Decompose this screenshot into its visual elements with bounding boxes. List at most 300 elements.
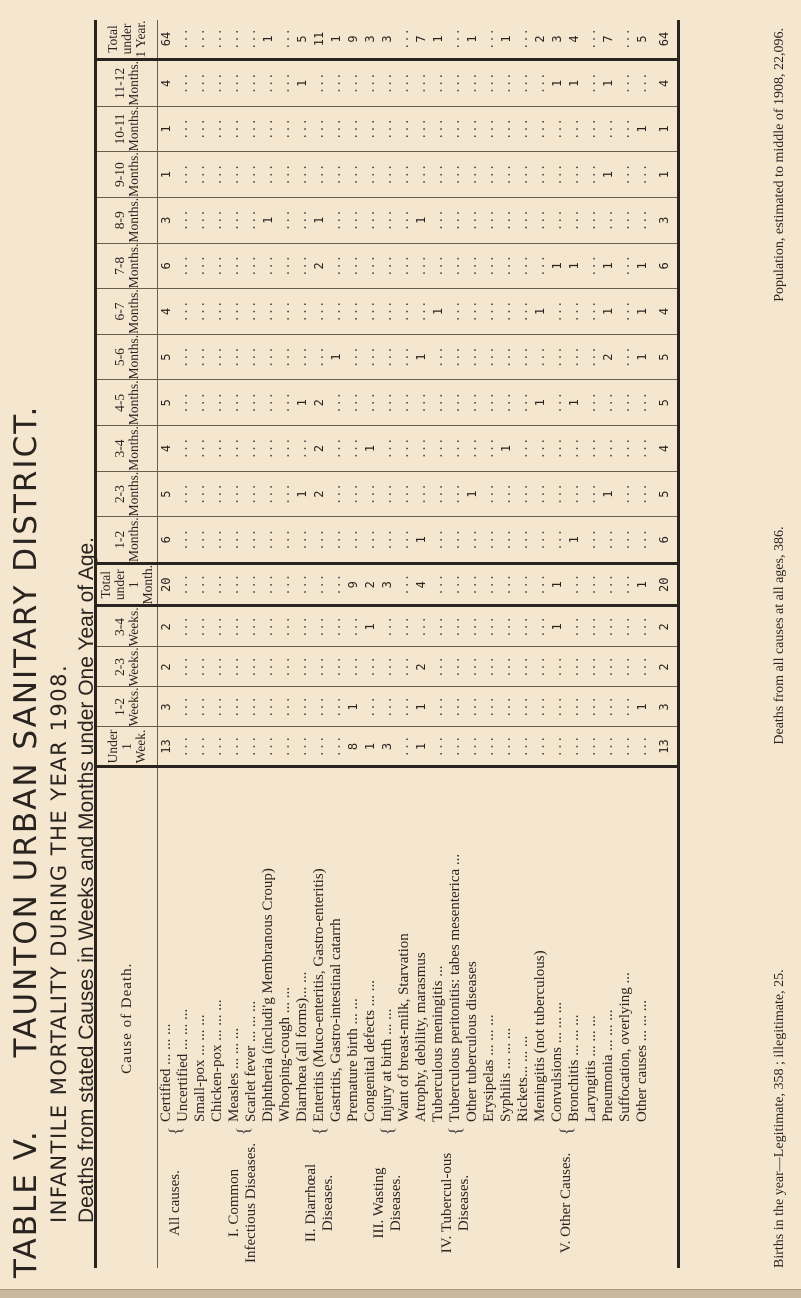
cell-value: 1	[600, 60, 617, 107]
cell-value: ...	[464, 197, 481, 243]
table-row	[362, 20, 379, 1268]
cell-value: ...	[481, 334, 498, 380]
cause-header: Cause of Death.	[96, 767, 158, 1268]
cell-value: ...	[175, 20, 192, 60]
cell-value: ...	[634, 647, 651, 687]
cell-value: 2	[311, 426, 328, 472]
cell-value: ...	[277, 20, 294, 60]
cell-value: ...	[243, 647, 260, 687]
cell-value: ...	[498, 564, 515, 606]
footer	[772, 28, 788, 1268]
cell-value: ...	[430, 471, 447, 517]
cell-value: 2	[532, 20, 549, 60]
cell-value: ...	[549, 471, 566, 517]
cell-value: 4	[158, 60, 176, 107]
cell-value: 1	[634, 289, 651, 335]
cell-value: ...	[617, 426, 634, 472]
cell-value: ...	[617, 471, 634, 517]
cell-value: ...	[379, 471, 396, 517]
cell-value: ...	[175, 197, 192, 243]
cell-value: ...	[277, 687, 294, 727]
cell-value: ...	[396, 289, 413, 335]
cause-label: Syphilis ... ... ...	[498, 1027, 514, 1122]
cell-value: ...	[532, 243, 549, 289]
cell-value: ...	[226, 152, 243, 198]
cell-value: ...	[532, 152, 549, 198]
cell-value: ...	[396, 106, 413, 152]
cell-value: ...	[192, 727, 209, 767]
cell-value: 9	[345, 564, 362, 606]
cell-value: ...	[192, 20, 209, 60]
cell-value: 3	[362, 20, 379, 60]
cell-value: ...	[175, 289, 192, 335]
cell-value: ...	[175, 243, 192, 289]
cell-value: ...	[481, 106, 498, 152]
cell-value: ...	[634, 471, 651, 517]
cell-value: ...	[243, 606, 260, 647]
cell-value: ...	[362, 517, 379, 564]
cell-value: ...	[566, 426, 583, 472]
cell-value: ...	[583, 380, 600, 426]
cell-value: ...	[345, 471, 362, 517]
col-3-4-weeks: 3-4 Weeks.	[96, 606, 158, 647]
table-number: TABLE V.	[8, 1129, 44, 1278]
cell-value: ...	[192, 564, 209, 606]
cell-value: ...	[175, 727, 192, 767]
cell-value: ...	[192, 334, 209, 380]
cell-value: 1	[600, 243, 617, 289]
deaths-note: Deaths from all causes at all ages, 386.	[772, 526, 787, 745]
cell-value: ...	[532, 60, 549, 107]
cell-value: ...	[634, 380, 651, 426]
cause-label: Uncertified ... ... ...	[175, 1008, 191, 1122]
cell-value: ...	[430, 106, 447, 152]
cell-value: ...	[294, 426, 311, 472]
cell-value: ...	[243, 289, 260, 335]
cell-value: ...	[549, 426, 566, 472]
cell-value: ...	[243, 20, 260, 60]
cause-label: Congenital defects ... ...	[362, 979, 378, 1122]
cell-value: ...	[396, 426, 413, 472]
cell-value: ...	[311, 727, 328, 767]
cell-value: ...	[379, 197, 396, 243]
cell-value: 1	[634, 106, 651, 152]
table-row	[311, 20, 328, 1268]
table-row	[634, 20, 651, 1268]
cell-value: 1	[549, 564, 566, 606]
total-value: 5	[651, 471, 679, 517]
cell-value: ...	[430, 243, 447, 289]
table-row	[209, 20, 226, 1268]
cell-value: ...	[464, 606, 481, 647]
table-row	[175, 20, 192, 1268]
cell-value: ...	[226, 106, 243, 152]
cell-value: ...	[515, 647, 532, 687]
cell-value: 1	[158, 152, 176, 198]
cell-value: 1	[566, 380, 583, 426]
cell-value: 5	[158, 380, 176, 426]
cell-value: ...	[260, 471, 277, 517]
cell-value: ...	[413, 380, 430, 426]
cell-value: ...	[226, 471, 243, 517]
cell-value: 1	[600, 289, 617, 335]
cell-value: 5	[158, 334, 176, 380]
cell-value: ...	[192, 60, 209, 107]
group-label: V. Other Causes.	[557, 1152, 574, 1254]
table-row	[430, 20, 447, 1268]
cause-label: Whooping-cough ... ...	[277, 987, 293, 1122]
cell-value: ...	[328, 60, 345, 107]
cell-value: ...	[532, 564, 549, 606]
cell-value: ...	[532, 647, 549, 687]
cell-value: ...	[311, 289, 328, 335]
cell-value: ...	[617, 517, 634, 564]
cell-value: ...	[617, 334, 634, 380]
total-value: 3	[651, 197, 679, 243]
cell-value: ...	[600, 564, 617, 606]
cell-value: ...	[498, 106, 515, 152]
cell-value: ...	[634, 426, 651, 472]
cell-value: ...	[532, 606, 549, 647]
cell-value: ...	[175, 380, 192, 426]
cell-value: ...	[566, 289, 583, 335]
cell-value: ...	[328, 106, 345, 152]
total-value: 4	[651, 60, 679, 107]
cell-value: ...	[583, 197, 600, 243]
cell-value: ...	[430, 60, 447, 107]
cell-value: ...	[192, 426, 209, 472]
cell-value: ...	[345, 152, 362, 198]
cell-value: ...	[481, 727, 498, 767]
cell-value: ...	[311, 517, 328, 564]
brace-icon: {	[232, 1126, 253, 1136]
total-value: 4	[651, 289, 679, 335]
cell-value: ...	[277, 727, 294, 767]
col-11-12-months: 11-12 Months.	[96, 60, 158, 107]
cell-value: ...	[515, 289, 532, 335]
cell-value: ...	[464, 334, 481, 380]
cell-value: ...	[294, 197, 311, 243]
col-7-8-months: 7-8 Months.	[96, 243, 158, 289]
cell-value: ...	[617, 197, 634, 243]
cell-value: 3	[549, 20, 566, 60]
cell-value: ...	[566, 564, 583, 606]
cell-value: ...	[260, 243, 277, 289]
population-note: Population, estimated to middle of 1908, 22,096.	[772, 28, 787, 302]
cause-label: Certified ... ... ...	[158, 1023, 174, 1122]
group-label: I. Common Infectious Diseases.	[226, 1143, 259, 1263]
cell-value: ...	[566, 606, 583, 647]
cell-value: ...	[430, 564, 447, 606]
table-row	[294, 20, 311, 1268]
table-row	[583, 20, 600, 1268]
cell-value: ...	[379, 243, 396, 289]
cell-value: ...	[362, 106, 379, 152]
cell-value: ...	[413, 426, 430, 472]
cell-value: ...	[549, 687, 566, 727]
table-row	[617, 20, 634, 1268]
cell-value: ...	[192, 106, 209, 152]
cell-value: ...	[600, 687, 617, 727]
table-row	[345, 20, 362, 1268]
cell-value: ...	[481, 606, 498, 647]
cell-value: ...	[192, 380, 209, 426]
cell-value: ...	[583, 471, 600, 517]
total-value: 5	[651, 380, 679, 426]
cell-value: ...	[413, 606, 430, 647]
cell-value: ...	[481, 380, 498, 426]
cell-value: ...	[532, 517, 549, 564]
cell-value: 1	[498, 20, 515, 60]
cell-value: ...	[396, 606, 413, 647]
cell-value: ...	[209, 564, 226, 606]
cell-value: ...	[430, 727, 447, 767]
cell-value: ...	[328, 426, 345, 472]
cell-value: ...	[294, 334, 311, 380]
cell-value: ...	[328, 243, 345, 289]
table-row	[447, 20, 464, 1268]
cell-value: 1	[566, 243, 583, 289]
cell-value: ...	[260, 380, 277, 426]
mortality-table	[94, 20, 680, 1268]
cell-value: 1	[294, 60, 311, 107]
cell-value: 1	[549, 243, 566, 289]
cell-value: ...	[345, 106, 362, 152]
cell-value: 5	[158, 471, 176, 517]
cell-value: 4	[158, 426, 176, 472]
cell-value: 1	[362, 606, 379, 647]
cell-value: ...	[260, 152, 277, 198]
cell-value: 1	[430, 289, 447, 335]
table-row	[158, 20, 176, 1268]
cell-value: ...	[175, 334, 192, 380]
cell-value: ...	[583, 334, 600, 380]
cell-value: ...	[277, 289, 294, 335]
cell-value: 2	[158, 647, 176, 687]
cell-value: ...	[481, 687, 498, 727]
cell-value: ...	[192, 517, 209, 564]
cell-value: ...	[617, 60, 634, 107]
cell-value: ...	[243, 152, 260, 198]
table-row	[260, 20, 277, 1268]
cell-value: ...	[430, 606, 447, 647]
cell-value: 1	[634, 243, 651, 289]
cell-value: ...	[515, 606, 532, 647]
brace-icon: {	[555, 1126, 576, 1136]
total-value: 2	[651, 606, 679, 647]
cell-value: ...	[447, 60, 464, 107]
cell-value: ...	[617, 106, 634, 152]
cell-value: ...	[243, 727, 260, 767]
cell-value: ...	[498, 727, 515, 767]
cell-value: ...	[464, 106, 481, 152]
cell-value: ...	[328, 471, 345, 517]
cell-value: ...	[430, 687, 447, 727]
cell-value: ...	[192, 197, 209, 243]
cell-value: ...	[532, 426, 549, 472]
table-row	[413, 20, 430, 1268]
cell-value: 4	[413, 564, 430, 606]
cell-value: ...	[549, 380, 566, 426]
cell-value: ...	[549, 106, 566, 152]
cell-value: ...	[498, 471, 515, 517]
cell-value: ...	[481, 152, 498, 198]
cell-value: ...	[328, 152, 345, 198]
cell-value: ...	[464, 380, 481, 426]
cell-value: ...	[498, 197, 515, 243]
cell-value: ...	[447, 380, 464, 426]
total-value: 6	[651, 243, 679, 289]
col-total-under-1-year: Total under 1 Year.	[96, 20, 158, 60]
cell-value: ...	[345, 289, 362, 335]
cell-value: ...	[515, 517, 532, 564]
cell-value: ...	[498, 380, 515, 426]
cell-value: ...	[277, 243, 294, 289]
cause-label: Rickets... ... ...	[515, 1035, 531, 1122]
cell-value: ...	[583, 426, 600, 472]
cell-value: ...	[209, 152, 226, 198]
caption: Deaths from stated Causes in Weeks and Months under One Year of Age.	[75, 536, 98, 1223]
cell-value: ...	[362, 471, 379, 517]
col-9-10-months: 9-10 Months.	[96, 152, 158, 198]
cell-value: ...	[277, 426, 294, 472]
cell-value: ...	[464, 564, 481, 606]
table-row	[396, 20, 413, 1268]
cell-value: ...	[226, 426, 243, 472]
cell-value: ...	[277, 152, 294, 198]
cell-value: ...	[498, 334, 515, 380]
cell-value: ...	[396, 60, 413, 107]
cell-value: ...	[583, 564, 600, 606]
cell-value: ...	[192, 647, 209, 687]
cell-value: 1	[566, 60, 583, 107]
cell-value: ...	[260, 334, 277, 380]
cell-value: ...	[328, 564, 345, 606]
cell-value: ...	[413, 471, 430, 517]
cell-value: 4	[566, 20, 583, 60]
cell-value: 5	[294, 20, 311, 60]
cell-value: 1	[413, 727, 430, 767]
cell-value: ...	[294, 243, 311, 289]
cell-value: 1	[464, 471, 481, 517]
cell-value: ...	[600, 106, 617, 152]
cell-value: 1	[260, 197, 277, 243]
cell-value: ...	[481, 517, 498, 564]
cell-value: ...	[379, 687, 396, 727]
cell-value: ...	[243, 517, 260, 564]
cause-label: Injury at birth ... ...	[379, 1008, 395, 1122]
cell-value: ...	[209, 334, 226, 380]
cell-value: ...	[532, 106, 549, 152]
cell-value: ...	[192, 606, 209, 647]
cell-value: ...	[379, 106, 396, 152]
cause-label: Chicken-pox ... ... ...	[209, 999, 225, 1122]
cell-value: ...	[447, 334, 464, 380]
births-note: Births in the year—Legitimate, 358 ; illegitimate, 25.	[772, 969, 787, 1268]
cell-value: ...	[396, 471, 413, 517]
cell-value: ...	[209, 727, 226, 767]
cause-label: Erysipelas ... ... ...	[481, 1014, 497, 1122]
cell-value: ...	[481, 197, 498, 243]
cell-value: 1	[413, 197, 430, 243]
cell-value: ...	[532, 471, 549, 517]
cell-value: ...	[362, 289, 379, 335]
cell-value: 1	[566, 517, 583, 564]
cell-value: 2	[311, 471, 328, 517]
cell-value: ...	[464, 647, 481, 687]
cell-value: ...	[515, 243, 532, 289]
total-value: 64	[651, 20, 679, 60]
cell-value: ...	[277, 380, 294, 426]
cell-value: ...	[328, 606, 345, 647]
cell-value: ...	[294, 606, 311, 647]
cell-value: ...	[515, 197, 532, 243]
cell-value: ...	[430, 197, 447, 243]
cause-label: Tuberculous peritonitis: tabes mesenterica ...	[447, 853, 463, 1122]
cell-value: ...	[362, 687, 379, 727]
cell-value: ...	[600, 727, 617, 767]
cell-value: ...	[294, 727, 311, 767]
cell-value: ...	[430, 426, 447, 472]
table-row	[328, 20, 345, 1268]
cell-value: ...	[617, 687, 634, 727]
cell-value: ...	[600, 197, 617, 243]
cell-value: ...	[209, 471, 226, 517]
cell-value: ...	[413, 289, 430, 335]
cell-value: ...	[447, 517, 464, 564]
cell-value: ...	[260, 426, 277, 472]
cell-value: ...	[634, 152, 651, 198]
cell-value: ...	[566, 727, 583, 767]
cell-value: ...	[311, 647, 328, 687]
cell-value: 1	[362, 426, 379, 472]
cell-value: ...	[175, 606, 192, 647]
total-value: 13	[651, 727, 679, 767]
cell-value: 2	[311, 380, 328, 426]
cell-value: ...	[464, 517, 481, 564]
cell-value: ...	[464, 426, 481, 472]
cell-value: ...	[277, 471, 294, 517]
cell-value: ...	[345, 243, 362, 289]
cell-value: ...	[566, 687, 583, 727]
cell-value: ...	[260, 606, 277, 647]
cell-value: ...	[379, 647, 396, 687]
cell-value: ...	[209, 243, 226, 289]
cell-value: 1	[328, 20, 345, 60]
cell-value: ...	[260, 289, 277, 335]
cell-value: ...	[549, 727, 566, 767]
cell-value: ...	[498, 517, 515, 564]
cell-value: ...	[277, 564, 294, 606]
cell-value: ...	[328, 197, 345, 243]
cell-value: ...	[345, 647, 362, 687]
cell-value: 5	[634, 20, 651, 60]
cell-value: ...	[515, 687, 532, 727]
col-1-2-weeks: 1-2 Weeks.	[96, 687, 158, 727]
cell-value: ...	[583, 687, 600, 727]
cell-value: 1	[345, 687, 362, 727]
total-value: 5	[651, 334, 679, 380]
cell-value: ...	[566, 471, 583, 517]
cause-label: Enteritis (Muco-enteritis, Gastro-enteritis)	[311, 868, 327, 1122]
cell-value: ...	[311, 334, 328, 380]
cell-value: ...	[515, 564, 532, 606]
cell-value: ...	[447, 687, 464, 727]
cell-value: ...	[447, 647, 464, 687]
cell-value: ...	[243, 687, 260, 727]
brace-icon: {	[445, 1126, 465, 1136]
cause-label: Want of breast-milk, Starvation	[396, 933, 412, 1122]
